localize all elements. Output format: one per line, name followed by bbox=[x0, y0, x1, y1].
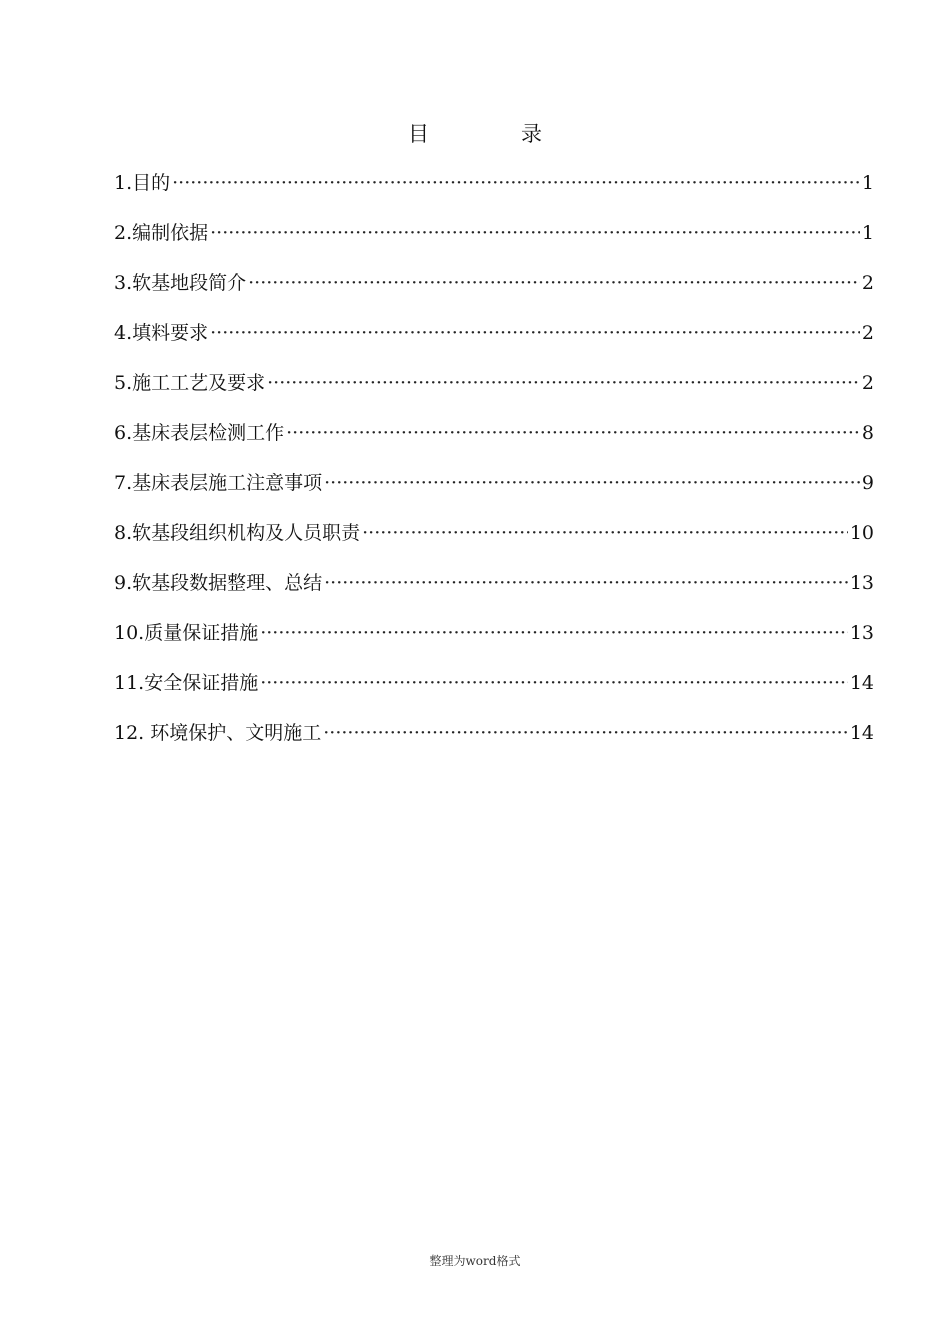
toc-entry-page: 2 bbox=[861, 372, 874, 394]
toc-leader-dots bbox=[248, 267, 860, 299]
toc-entry-label: 6.基床表层检测工作 bbox=[114, 422, 285, 444]
toc-entry[interactable] bbox=[114, 267, 874, 317]
toc-entry-page: 13 bbox=[849, 622, 874, 644]
toc-entry-page: 1 bbox=[861, 172, 874, 194]
toc-entry-page: 13 bbox=[849, 572, 874, 594]
toc-entry[interactable] bbox=[114, 417, 874, 467]
toc-entry[interactable] bbox=[114, 317, 874, 367]
toc-entry-label: 10.质量保证措施 bbox=[114, 622, 259, 644]
toc-entry-page: 2 bbox=[861, 322, 874, 344]
toc-leader-dots bbox=[260, 667, 848, 699]
toc-entry-label: 4.填料要求 bbox=[114, 322, 209, 344]
toc-entry-label: 12. 环境保护、文明施工 bbox=[114, 722, 322, 744]
toc-list bbox=[114, 167, 874, 767]
toc-leader-dots bbox=[260, 617, 848, 649]
toc-leader-dots bbox=[323, 717, 848, 749]
toc-entry-label: 7.基床表层施工注意事项 bbox=[114, 472, 323, 494]
toc-title-char-2: 录 bbox=[521, 122, 542, 146]
toc-entry[interactable] bbox=[114, 167, 874, 217]
toc-leader-dots bbox=[324, 567, 848, 599]
toc-entry-label: 9.软基段数据整理、总结 bbox=[114, 572, 323, 594]
toc-leader-dots bbox=[324, 467, 860, 499]
toc-entry-page: 1 bbox=[861, 222, 874, 244]
toc-entry[interactable] bbox=[114, 467, 874, 517]
toc-entry[interactable] bbox=[114, 667, 874, 717]
toc-entry[interactable] bbox=[114, 567, 874, 617]
toc-leader-dots bbox=[210, 217, 860, 249]
toc-entry-page: 2 bbox=[861, 272, 874, 294]
toc-entry-page: 14 bbox=[849, 722, 874, 744]
toc-entry[interactable] bbox=[114, 517, 874, 567]
toc-entry-label: 11.安全保证措施 bbox=[114, 672, 259, 694]
page-footer: 整理为word格式 bbox=[429, 1254, 521, 1268]
toc-entry[interactable] bbox=[114, 717, 874, 767]
toc-entry[interactable] bbox=[114, 217, 874, 267]
toc-leader-dots bbox=[210, 317, 860, 349]
toc-entry-page: 14 bbox=[849, 672, 874, 694]
toc-title bbox=[0, 118, 950, 148]
toc-entry[interactable] bbox=[114, 617, 874, 667]
toc-leader-dots bbox=[286, 417, 860, 449]
toc-entry-label: 5.施工工艺及要求 bbox=[114, 372, 266, 394]
toc-leader-dots bbox=[362, 517, 848, 549]
toc-title-char-1: 目 bbox=[408, 122, 429, 146]
toc-leader-dots bbox=[267, 367, 860, 399]
toc-leader-dots bbox=[172, 167, 860, 199]
toc-entry-label: 8.软基段组织机构及人员职责 bbox=[114, 522, 361, 544]
toc-entry-page: 9 bbox=[861, 472, 874, 494]
toc-entry-page: 8 bbox=[861, 422, 874, 444]
toc-entry-label: 2.编制依据 bbox=[114, 222, 209, 244]
toc-entry-label: 3.软基地段简介 bbox=[114, 272, 247, 294]
toc-entry-page: 10 bbox=[849, 522, 874, 544]
toc-entry[interactable] bbox=[114, 367, 874, 417]
toc-entry-label: 1.目的 bbox=[114, 172, 171, 194]
